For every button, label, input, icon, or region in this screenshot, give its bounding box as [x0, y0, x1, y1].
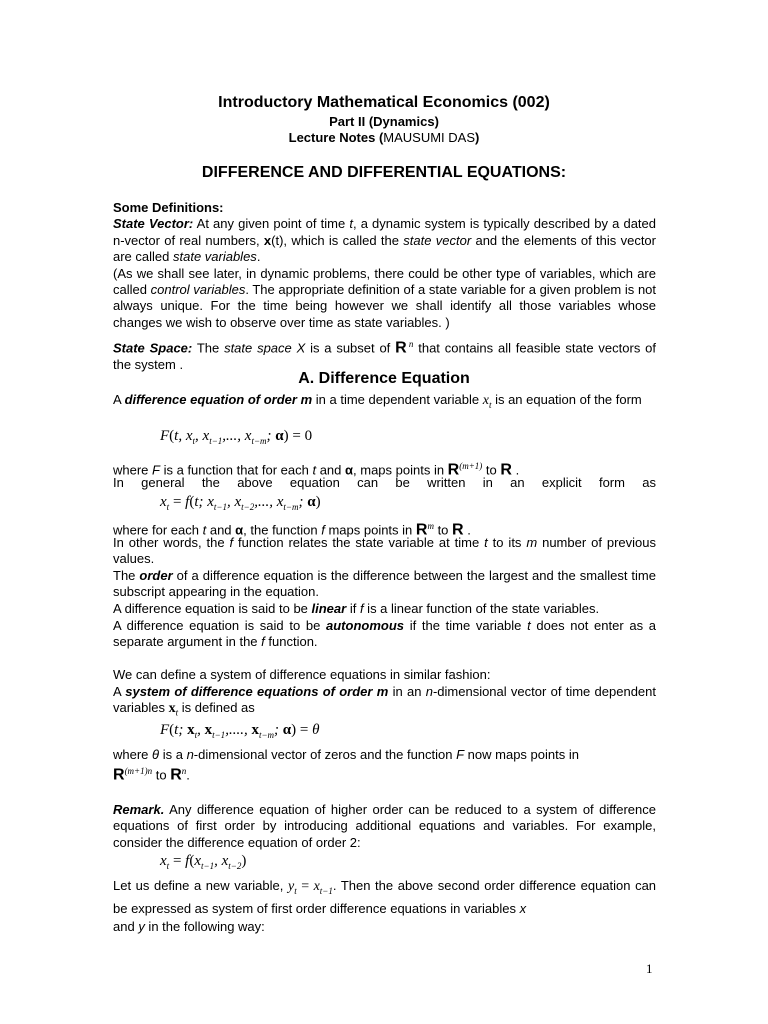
- mapping-paragraph: where F is a function that for each t and α, maps points in $R^{(m+1)}$ to R .: [113, 461, 520, 479]
- equation-1: F(t, $x_t$, $x_{t-1}$,..., $x_{t-m}$; α) = 0: [160, 428, 313, 446]
- lecture-prefix: Lecture Notes (: [288, 130, 384, 145]
- linear-paragraph: A difference equation is said to be linear if f is a linear function of the state variables.: [113, 601, 600, 616]
- part-subtitle: Part II (Dynamics): [329, 114, 439, 129]
- remark-paragraph: Remark. Any difference equation of higher order can be reduced to a system of difference equations of first order by introducing additional equations and variables. For example, consider the difference equation of order 2:: [113, 802, 656, 850]
- state-space-paragraph: State Space: The state space X is a subset of R $^n$ that contains all feasible state vectors of the system .: [113, 339, 656, 372]
- equation-4: $x_t = f(x_{t-1}$, $x_{t-2}$): [160, 853, 247, 871]
- difference-equation-definition: A difference equation of order m in a time dependent variable $x_t$ is an equation of the form: [113, 392, 642, 410]
- state-variable-note: (As we shall see later, in dynamic problems, there could be other type of variables, which are called control variables. The appropriate definition of a state variable for a given problem is not always unique. For the time being however we shall identify all those variables whose changes we wish to observe over time as state variables. ): [113, 265, 657, 330]
- system-intro-paragraph: We can define a system of difference equations in similar fashion:: [113, 667, 491, 682]
- other-words-paragraph: In other words, the f function relates the state variable at time t to its m number of previous values.: [113, 535, 656, 567]
- autonomous-paragraph: A difference equation is said to be autonomous if the time variable t does not enter as a separate argument in the f function.: [113, 618, 656, 650]
- equation-3: F(t; $x_t$, $x_{t-1}$,...., $x_{t-m}$; α) = θ: [160, 722, 320, 740]
- equation-2: $x_t = f(t$; $x_{t-1}$, $x_{t-2}$,..., $x_{t-m}$; α): [160, 494, 321, 512]
- definitions-heading: Some Definitions:: [113, 200, 224, 215]
- lecture-suffix: ): [475, 130, 480, 145]
- page-number: 1: [646, 961, 653, 976]
- system-definition-paragraph: A system of difference equations of order m in an n-dimensional vector of time dependent variables $x_t$ is defined as: [113, 684, 656, 718]
- author-name: MAUSUMI DAS: [383, 130, 476, 145]
- state-vector-paragraph: State Vector: At any given point of time t, a dynamic system is typically described by a dated n-vector of real numbers, x(t), which is called the state vector and the elements of this vector are called state variables.: [113, 216, 656, 265]
- new-variable-paragraph: Let us define a new variable, $y_t = x_{t-1}$. Then the above second order difference equation can be expressed as system of first order difference equations in variables x and y in the following way:: [113, 878, 657, 934]
- theta-paragraph: where θ is a n-dimensional vector of zeros and the function F now maps points in $R^{(m+1)n}$ to $R^n$.: [113, 747, 579, 784]
- document-title: Introductory Mathematical Economics (002): [218, 94, 550, 111]
- lecture-notes-line: [0, 130, 768, 145]
- section-a-heading: A. Difference Equation: [298, 370, 470, 387]
- order-paragraph: The order of a difference equation is the difference between the largest and the smallest time subscript appearing in the equation.: [113, 568, 656, 600]
- real-numbers-symbol: R: [395, 339, 407, 357]
- definitions-block: [113, 200, 656, 331]
- function-mapping-paragraph: where for each t and α, the function f maps points in $R^m$ to R .: [113, 521, 471, 539]
- main-heading: DIFFERENCE AND DIFFERENTIAL EQUATIONS:: [201, 164, 567, 181]
- explicit-form-paragraph: In general the above equation can be written in an explicit form as: [113, 475, 656, 490]
